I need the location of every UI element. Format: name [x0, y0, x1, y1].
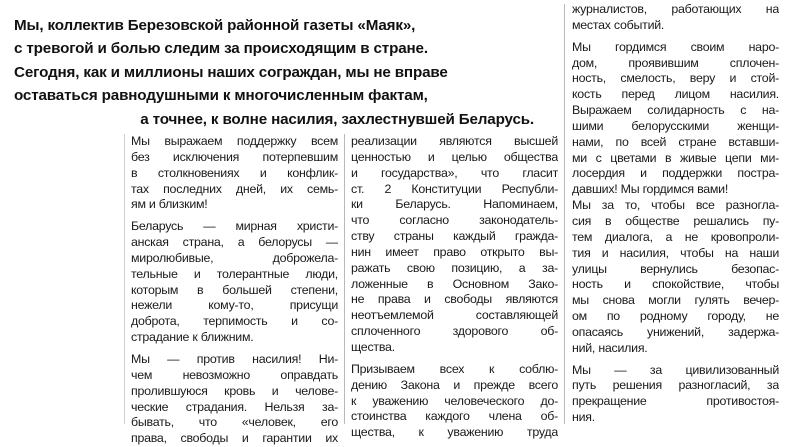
lead-line: оставаться равнодушными к многочисленным фактам,: [14, 87, 428, 105]
text-line: ния.: [572, 410, 595, 425]
lead-line: Мы, коллектив Березовской районной газеты «Маяк»,: [14, 17, 416, 34]
text-line: нин имеет право открыто вы-: [351, 244, 558, 259]
text-line: которым в большей степени,: [131, 282, 338, 297]
text-line: ценностью и целью общества: [351, 149, 558, 164]
text-line: нежели кому-то, присущи: [131, 298, 338, 313]
lead-line: а точнее, к волне насилия, захлестнувшей Беларусь.: [140, 110, 534, 128]
text-line: ям и близким!: [131, 197, 208, 212]
text-line: сия в обществе решались пу-: [572, 213, 779, 228]
text-line: тельные и толерантные люди,: [131, 266, 338, 281]
text-line: Призываем всех к соблю-: [351, 361, 558, 376]
text-line: и государства», что гласит: [351, 165, 558, 180]
text-line: дом, проявившим сплочен-: [572, 55, 779, 70]
text-line: шими белорусскими женщи-: [572, 118, 779, 133]
text-line: журналистов, работающих на: [572, 2, 779, 16]
text-line: прекращение противостоя-: [572, 394, 779, 409]
lead-line: Сегодня, как и миллионы наших сограждан, мы не вправе: [14, 63, 448, 81]
text-line: Мы гордимся своим наро-: [572, 39, 779, 54]
text-line: ом по родному городу, не: [572, 309, 779, 324]
text-line: Мы — против насилия! Ни-: [131, 351, 338, 366]
text-line: в столкновениях и конфлик-: [131, 165, 338, 180]
text-line: нами, по всей стране вставши-: [572, 134, 779, 149]
text-line: ражать свою позицию, а за-: [351, 260, 558, 275]
text-line: ст. 2 Конституции Республи-: [351, 181, 558, 196]
text-line: бывать, что «человек, его: [131, 415, 338, 430]
text-line: щества, к уважению труда: [351, 425, 558, 440]
text-line: путь решения разногласий, за: [572, 378, 779, 393]
text-line: неотъемлемой составляющей: [351, 308, 558, 323]
text-line: что согласно законодатель-: [351, 213, 558, 228]
lead-paragraph: [14, 14, 534, 131]
article-column-3: [572, 2, 779, 426]
text-line: пролившуюся кровь и челове-: [131, 383, 338, 398]
text-line: щества.: [351, 339, 395, 354]
text-line: тах последних дней, их семь-: [131, 181, 338, 196]
text-line: ность и спокойствие, чтобы: [572, 277, 779, 292]
text-line: стоинства каждого члена об-: [351, 409, 558, 424]
text-line: тия и насилия, чтобы на наши: [572, 245, 779, 260]
text-line: Мы выражаем поддержку всем: [131, 134, 338, 148]
text-line: ми с цветами в живые цепи ми-: [572, 150, 779, 165]
text-line: ческие страдания. Нельзя за-: [131, 399, 338, 414]
text-line: к уважению человеческого до-: [351, 393, 558, 408]
text-line: сплоченного здорового об-: [351, 324, 558, 339]
lead-line: с тревогой и болью следим за происходящим в стране.: [14, 40, 428, 58]
text-line: Беларусь — мирная христи-: [131, 219, 338, 234]
text-line: страдание к ближним.: [131, 330, 254, 345]
text-line: миролюбивые, доброжела-: [131, 250, 338, 265]
text-line: не права и свободы являются: [351, 292, 558, 307]
text-line: тем диалога, а не кровопроли-: [572, 229, 779, 244]
article-column-2: [351, 134, 558, 441]
text-line: ложенные в Основном Зако-: [351, 276, 558, 291]
column-divider: [124, 134, 125, 424]
text-line: анская страна, а белорусы —: [131, 235, 338, 250]
text-line: Выражаем солидарность с на-: [572, 103, 779, 118]
text-line: ний, насилия.: [572, 340, 648, 355]
text-line: ки Беларусь. Напоминаем,: [351, 197, 558, 212]
column-divider: [344, 134, 345, 424]
text-line: Мы — за цивилизованный: [572, 362, 779, 377]
text-line: местах событий.: [572, 17, 665, 32]
text-line: Мы за то, чтобы все разногла-: [572, 198, 779, 213]
text-line: улицы вернулись безопас-: [572, 261, 779, 276]
text-line: мы снова могли гулять вечер-: [572, 293, 779, 308]
text-line: лосердия и поддержки постра-: [572, 166, 779, 181]
text-line: чем невозможно оправдать: [131, 367, 338, 382]
text-line: реализации являются высшей: [351, 134, 558, 148]
text-line: кость перед лицом насилия.: [572, 87, 779, 102]
text-line: ству страны каждый гражда-: [351, 229, 558, 244]
text-line: ность, смелость, веру и стой-: [572, 71, 779, 86]
text-line: без исключения потерпевшим: [131, 149, 338, 164]
text-line: дению Закона и прежде всего: [351, 377, 558, 392]
text-line: права, свободы и гарантии их: [131, 431, 338, 446]
text-line: опасаясь унижений, задержа-: [572, 324, 779, 339]
column-divider: [564, 4, 565, 424]
text-line: доброта, терпимость и со-: [131, 314, 338, 329]
article-column-1: [131, 134, 338, 447]
text-line: давших! Мы гордимся вами!: [572, 182, 729, 197]
